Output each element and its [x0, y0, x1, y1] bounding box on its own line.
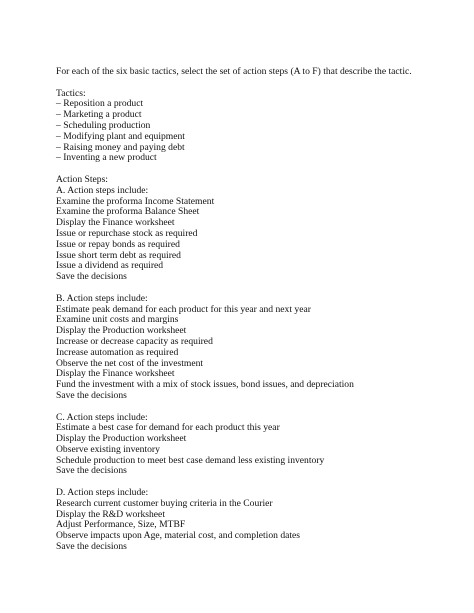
spacer — [56, 78, 456, 89]
action-section-title: B. Action steps include: — [56, 292, 148, 304]
action-step-line: Display the R&D worksheet — [56, 508, 165, 520]
action-step-line: Examine unit costs and margins — [56, 314, 179, 326]
tactics-list — [56, 89, 456, 165]
spacer — [56, 402, 456, 413]
tactic-item: – Modifying plant and equipment — [56, 130, 185, 142]
action-step-line: Display the Production worksheet — [56, 325, 187, 337]
action-step-line: Estimate a best case for demand for each product this year — [56, 422, 280, 434]
action-section-c — [56, 413, 456, 478]
document-body — [56, 67, 456, 553]
tactic-item: – Scheduling production — [56, 119, 151, 131]
action-step-line: Display the Finance worksheet — [56, 368, 175, 380]
tactic-item: – Marketing a product — [56, 109, 142, 121]
action-step-line: Examine the proforma Balance Sheet — [56, 206, 200, 218]
action-step-line: Increase or decrease capacity as required — [56, 335, 213, 347]
action-step-line: Increase automation as required — [56, 346, 179, 358]
action-step-line: Estimate peak demand for each product for this year and next year — [56, 303, 311, 315]
action-step-line: Observe the net cost of the investment — [56, 357, 204, 369]
action-step-line: Issue or repay bonds as required — [56, 238, 180, 250]
tactic-item: – Raising money and paying debt — [56, 141, 185, 153]
action-step-line: Save the decisions — [56, 389, 127, 401]
action-step-line: Schedule production to meet best case demand less existing inventory — [56, 454, 325, 466]
action-step-line: Display the Production worksheet — [56, 433, 187, 445]
action-section-b — [56, 294, 456, 402]
action-step-line: Research current customer buying criteria in the Courier — [56, 497, 273, 509]
action-step-line: Adjust Performance, Size, MTBF — [56, 519, 186, 531]
spacer — [56, 164, 456, 175]
tactics-heading: Tactics: — [56, 87, 86, 99]
action-section-title: D. Action steps include: — [56, 487, 149, 499]
action-step-line: Save the decisions — [56, 465, 127, 477]
action-step-line: Observe impacts upon Age, material cost, and completion dates — [56, 530, 301, 542]
action-section-title: A. Action steps include: — [56, 184, 149, 196]
action-section-d — [56, 488, 456, 553]
tactic-item: – Inventing a new product — [56, 152, 157, 164]
tactic-item: – Reposition a product — [56, 98, 144, 110]
action-step-line: Issue a dividend as required — [56, 260, 164, 272]
action-section-a — [56, 186, 456, 283]
action-steps-heading: Action Steps: — [56, 173, 108, 185]
intro-text: For each of the six basic tactics, select the set of action steps (A to F) that describe the tactic. — [56, 66, 412, 77]
action-step-line: Issue or repurchase stock as required — [56, 227, 198, 239]
action-step-line: Save the decisions — [56, 271, 127, 283]
action-step-line: Save the decisions — [56, 541, 127, 553]
action-step-line: Observe existing inventory — [56, 443, 160, 455]
action-step-line: Issue short term debt as required — [56, 249, 181, 261]
action-step-line: Fund the investment with a mix of stock issues, bond issues, and depreciation — [56, 379, 354, 391]
action-section-title: C. Action steps include: — [56, 411, 148, 423]
action-step-line: Examine the proforma Income Statement — [56, 195, 215, 207]
action-step-line: Display the Finance worksheet — [56, 217, 175, 229]
action-steps — [56, 175, 456, 553]
